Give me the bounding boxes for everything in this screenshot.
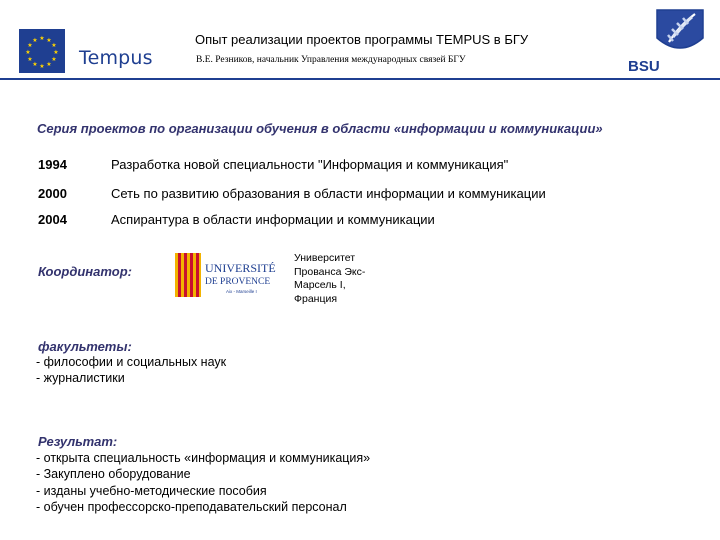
svg-text:★: ★ [51,56,57,63]
svg-text:★: ★ [27,42,33,49]
project-year: 2000 [38,186,67,201]
svg-text:★: ★ [46,61,52,68]
logo-text-de-provence: DE PROVENCE [205,277,271,287]
project-title: Аспирантура в области информации и коммуникации [111,212,435,227]
result-label: Результат: [38,434,118,449]
project-title: Сеть по развитию образования в области информации и коммуникации [111,186,546,201]
bsu-logo-text: BSU [628,58,660,75]
svg-text:★: ★ [32,61,38,68]
svg-text:★: ★ [46,37,52,44]
result-item: - Закуплено оборудование [36,467,191,481]
page-subtitle: В.Е. Резников, начальник Управления международных связей БГУ [196,55,466,65]
svg-text:★: ★ [39,63,45,70]
faculty-item: - философии и социальных наук [36,355,227,369]
university-line: Университет [294,252,356,264]
series-title: Серия проектов по организации обучения в области «информации и коммуникации» [37,121,603,136]
logo-text-aix-marseille: Aix - Marseille I [226,289,257,294]
logo-text-universite: UNIVERSITÉ [205,261,276,275]
header-divider [0,78,720,80]
svg-text:★: ★ [53,49,59,56]
tempus-logo: Tempus [79,47,153,69]
university-line: Прованса Экс- [294,265,366,278]
result-item: - обучен профессорско-преподавательский персонал [36,500,347,514]
project-year: 2004 [38,212,67,227]
faculty-item: - журналистики [36,371,125,385]
svg-text:★: ★ [39,35,45,42]
coordinator-label: Координатор: [38,264,132,279]
eu-flag-logo [19,29,65,73]
svg-text:★: ★ [25,49,31,56]
project-year: 1994 [38,157,67,172]
project-title: Разработка новой специальности "Информация и коммуникация" [111,157,509,172]
svg-text:★: ★ [32,37,38,44]
coordinator-university [294,252,365,306]
university-line: Франция [294,292,338,305]
universite-de-provence-logo [174,247,284,305]
faculties-label: факультеты: [38,339,132,354]
result-item: - изданы учебно-методические пособия [36,484,267,498]
bsu-emblem-icon [651,8,709,54]
svg-text:★: ★ [51,42,57,49]
svg-text:★: ★ [27,56,33,63]
page-title: Опыт реализации проектов программы TEMPUS в БГУ [195,32,529,47]
university-line: Марсель I, [294,279,346,291]
result-item: - открыта специальность «информация и коммуникация» [36,451,371,465]
